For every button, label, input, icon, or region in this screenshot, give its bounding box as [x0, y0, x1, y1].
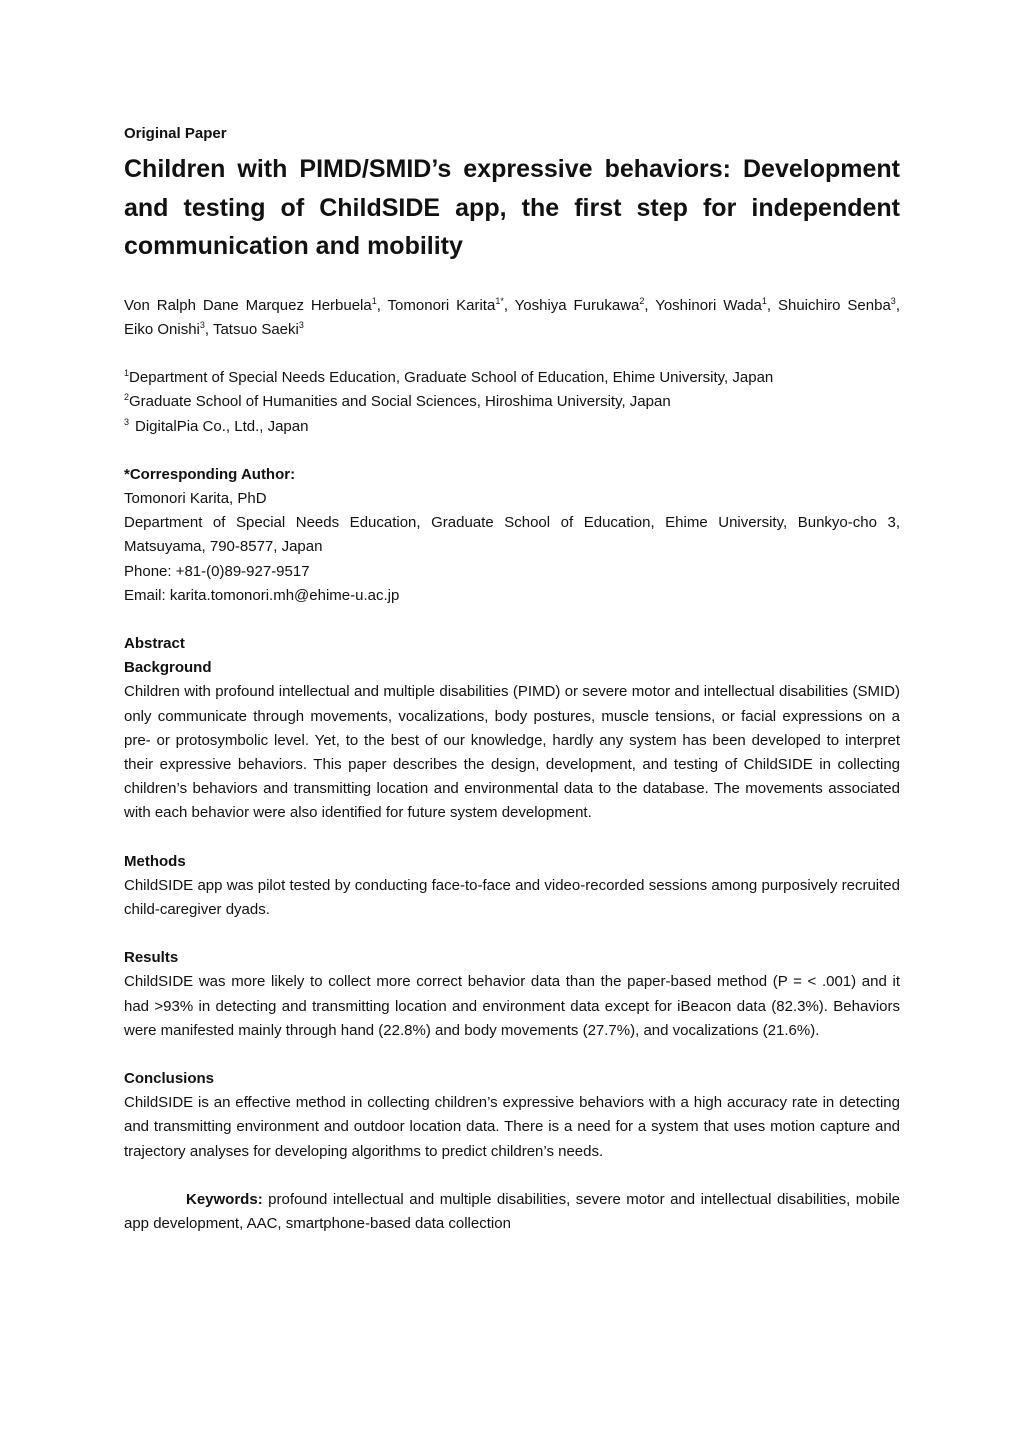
methods-text: ChildSIDE app was pilot tested by conducting face-to-face and video-recorded sessions among purposively recruited child-caregiver dyads.	[124, 876, 900, 918]
abstract-heading: Abstract	[124, 634, 185, 652]
keywords-block	[124, 1188, 900, 1236]
methods-section	[124, 850, 900, 923]
results-section	[124, 946, 900, 1043]
conclusions-text: ChildSIDE is an effective method in collecting children’s expressive behaviors with a high accuracy rate in detecting and transmitting environment and outdoor location data. There is a need for a system that uses motion capture and trajectory analyses for developing algorithms to predict children’s needs.	[124, 1094, 900, 1160]
affiliation-text: DigitalPia Co., Ltd., Japan	[135, 417, 309, 435]
corresponding-address: Department of Special Needs Education, Graduate School of Education, Ehime University, Bunkyo-cho 3, Matsuyama, 790-8577, Japan	[124, 514, 900, 556]
affiliation-mark: 2	[124, 392, 130, 403]
affiliation	[124, 366, 900, 390]
affiliation-text: Graduate School of Humanities and Social Sciences, Hiroshima University, Japan	[129, 393, 671, 411]
background-heading: Background	[124, 659, 212, 677]
paper-title: Children with PIMD/SMID’s expressive behaviors: Development and testing of ChildSIDE app, the first step for independent communication and mobility	[124, 155, 900, 261]
author-affil-mark: 3	[298, 319, 304, 330]
background-text: Children with profound intellectual and multiple disabilities (PIMD) or severe motor and intellectual disabilities (SMID) only communicate through movements, vocalizations, body postures, muscle tensions, or facial expressions on a pre- or protosymbolic level. Yet, to the best of our knowledge, hardly any system has been developed to interpret their expressive behaviors. This paper describes the design, development, and testing of ChildSIDE in collecting children’s behaviors and transmitting location and environmental data to the database. The movements associated with each behavior were also identified for future system development.	[124, 683, 900, 822]
affiliation-mark: 1	[124, 368, 130, 379]
author-affil-mark: 2	[639, 295, 645, 306]
author-name: Eiko Onishi	[124, 320, 200, 338]
corresponding-email[interactable]: Email: karita.tomonori.mh@ehime-u.ac.jp	[124, 586, 400, 604]
author-affil-mark: 1	[371, 295, 377, 306]
affiliation-list	[124, 366, 900, 439]
author-affil-mark: 3	[890, 295, 896, 306]
affiliation	[124, 390, 900, 414]
paper-type: Original Paper	[124, 125, 227, 142]
author-affil-mark: 3	[199, 319, 205, 330]
results-heading: Results	[124, 949, 179, 967]
author-affil-mark: 1	[761, 295, 767, 306]
keywords-text: profound intellectual and multiple disabilities, severe motor and intellectual disabilities, mobile app development, AAC, smartphone-based data collection	[124, 1190, 900, 1232]
affiliation-mark: 3	[124, 416, 130, 427]
results-text: ChildSIDE was more likely to collect more correct behavior data than the paper-based method (P = < .001) and it had >93% in detecting and transmitting location and environment data except for iBeacon data (82.3%). Behaviors were manifested mainly through hand (22.8%) and body movements (27.7%), and vocalizations (21.6%).	[124, 973, 900, 1039]
author-name: Yoshiya Furukawa	[514, 296, 640, 314]
corresponding-author-block	[124, 463, 900, 608]
paper-content	[124, 122, 900, 1236]
conclusions-heading: Conclusions	[124, 1069, 215, 1087]
author-name: Yoshinori Wada	[655, 296, 762, 314]
affiliation	[124, 415, 900, 439]
methods-heading: Methods	[124, 852, 186, 870]
keywords-label: Keywords:	[186, 1190, 263, 1208]
author-name: Shuichiro Senba	[777, 296, 891, 314]
conclusions-section	[124, 1067, 900, 1164]
corresponding-heading: *Corresponding Author:	[124, 465, 296, 483]
author-name: Von Ralph Dane Marquez Herbuela	[124, 296, 372, 314]
author-name: Tatsuo Saeki	[212, 320, 299, 338]
author-affil-mark: 1*	[495, 295, 504, 306]
author-name: Tomonori Karita	[387, 296, 496, 314]
corresponding-name: Tomonori Karita, PhD	[124, 489, 267, 507]
affiliation-text: Department of Special Needs Education, Graduate School of Education, Ehime University, Japan	[129, 369, 774, 387]
author-list: Von Ralph Dane Marquez Herbuela$^1$, Tomonori Karita$^{1*}$, Yoshiya Furukawa$^2$, Yoshinori Wada$^1$, Shuichiro Senba$^3$, Eiko Onishi$^3$, Tatsuo Saeki$^3$	[124, 295, 900, 338]
abstract-block	[124, 632, 900, 1164]
corresponding-phone: Phone: +81-(0)89-927-9517	[124, 562, 310, 580]
